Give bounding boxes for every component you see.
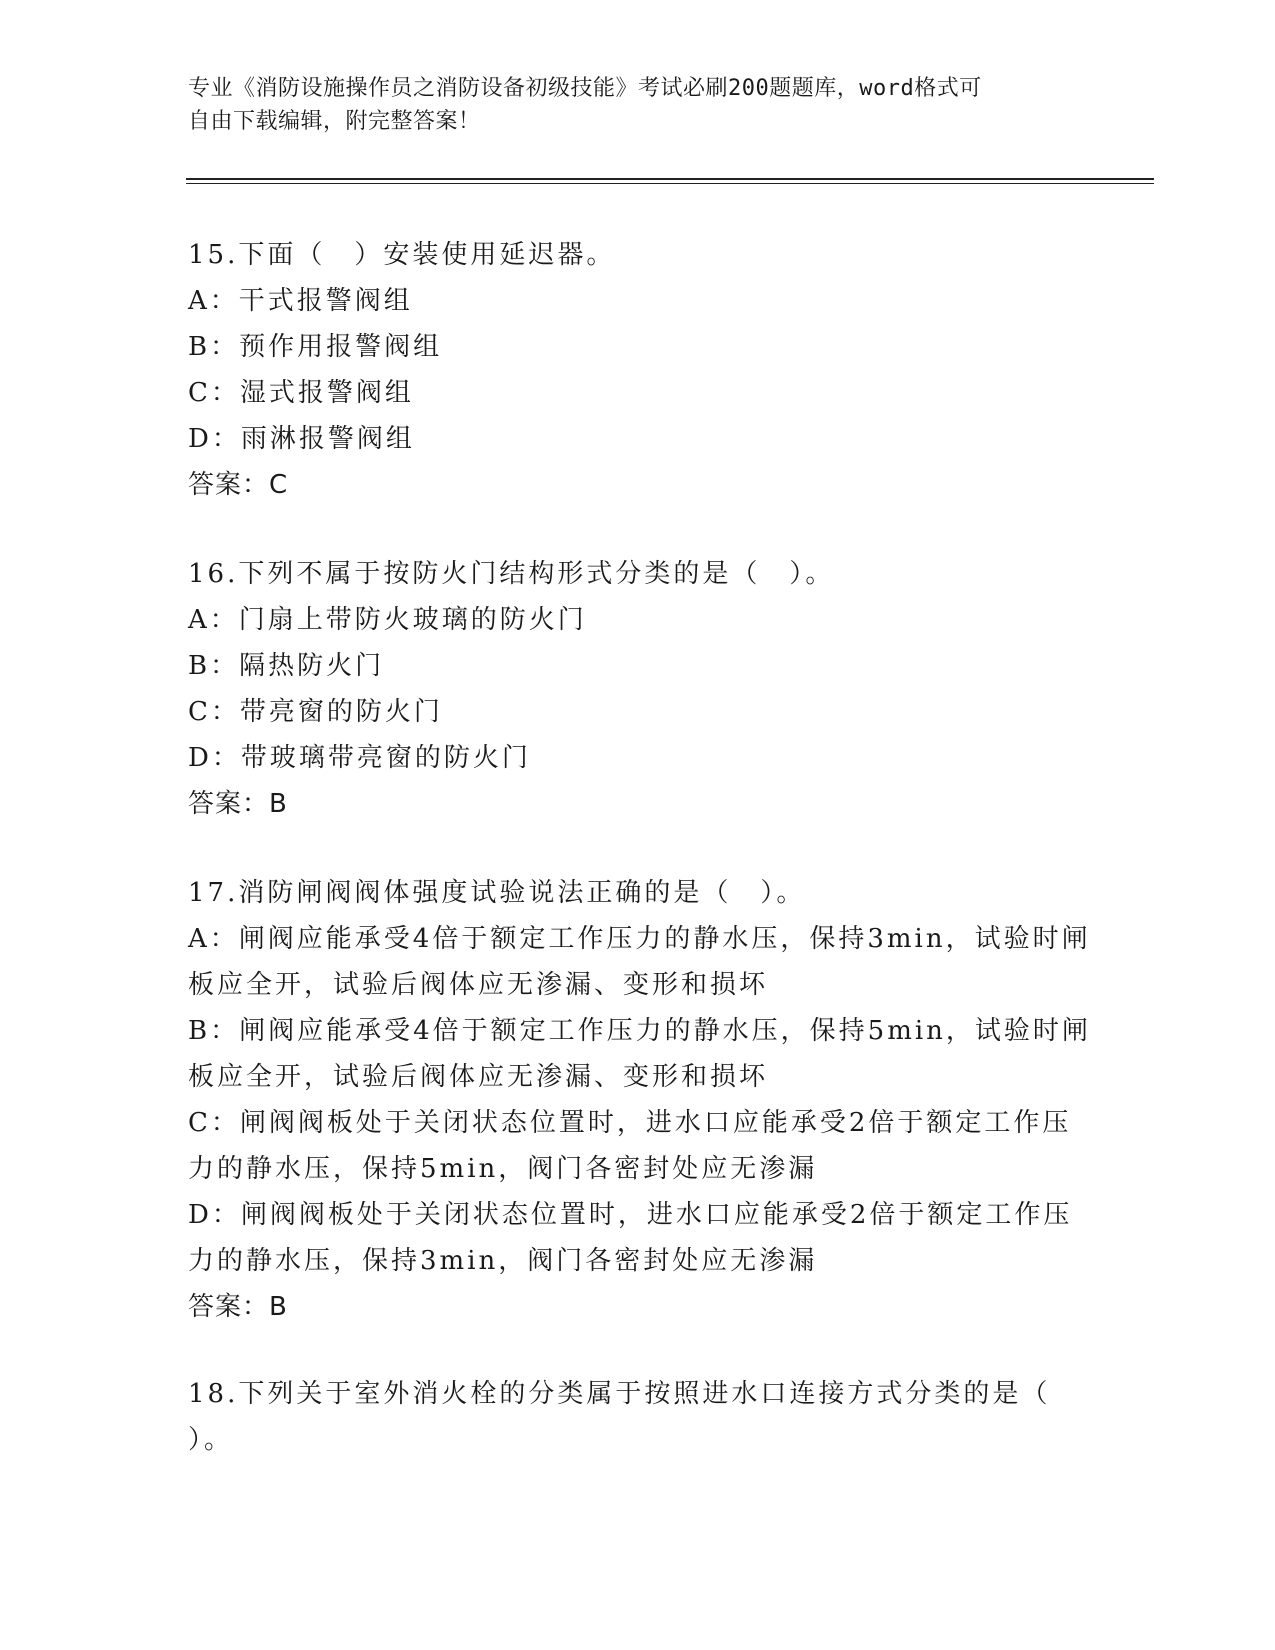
option-c: C：带亮窗的防火门 — [188, 697, 443, 727]
option-a: A：闸阀应能承受4倍于额定工作压力的静水压，保持3min，试验时闸 — [188, 924, 1091, 954]
option-a: A：干式报警阀组 — [188, 286, 413, 316]
answer-line: 答案：B — [188, 789, 288, 819]
option-a: A：门扇上带防火玻璃的防火门 — [188, 605, 587, 635]
option-b: B：隔热防火门 — [188, 651, 385, 681]
option-d-continued: 力的静水压，保持3min，阀门各密封处应无渗漏 — [188, 1246, 818, 1276]
question-stem: 18.下列关于室外消火栓的分类属于按照进水口连接方式分类的是（ — [188, 1379, 1051, 1409]
option-d: D：带玻璃带亮窗的防火门 — [188, 743, 531, 773]
header-divider-thin — [186, 183, 1154, 184]
document-header — [188, 72, 1078, 138]
option-b-continued: 板应全开，试验后阀体应无渗漏、变形和损坏 — [188, 1062, 769, 1092]
header-line-2: 自由下载编辑，附完整答案！ — [188, 109, 481, 134]
option-a-continued: 板应全开，试验后阀体应无渗漏、变形和损坏 — [188, 970, 769, 1000]
question-stem: 16.下列不属于按防火门结构形式分类的是（ ）。 — [188, 559, 835, 589]
header-line-1: 专业《消防设施操作员之消防设备初级技能》考试必刷200题题库，word格式可 — [188, 76, 982, 101]
answer-line: 答案：C — [188, 470, 289, 500]
option-d: D：闸阀阀板处于关闭状态位置时，进水口应能承受2倍于额定工作压 — [188, 1200, 1073, 1230]
question-17 — [188, 870, 1091, 1330]
question-15 — [188, 232, 1088, 508]
question-stem: 15.下面（ ）安装使用延迟器。 — [188, 240, 616, 270]
option-b: B：预作用报警阀组 — [188, 332, 443, 362]
answer-line: 答案：B — [188, 1292, 288, 1322]
question-16 — [188, 551, 1088, 827]
question-stem: 17.消防闸阀阀体强度试验说法正确的是（ ）。 — [188, 878, 806, 908]
question-18 — [188, 1371, 1088, 1463]
option-c-continued: 力的静水压，保持5min，阀门各密封处应无渗漏 — [188, 1154, 818, 1184]
option-b: B：闸阀应能承受4倍于额定工作压力的静水压，保持5min，试验时闸 — [188, 1016, 1091, 1046]
option-c: C：闸阀阀板处于关闭状态位置时，进水口应能承受2倍于额定工作压 — [188, 1108, 1072, 1138]
header-divider-thick — [186, 178, 1154, 180]
option-c: C：湿式报警阀组 — [188, 378, 414, 408]
option-d: D：雨淋报警阀组 — [188, 424, 415, 454]
question-stem-continued: ）。 — [188, 1425, 234, 1455]
